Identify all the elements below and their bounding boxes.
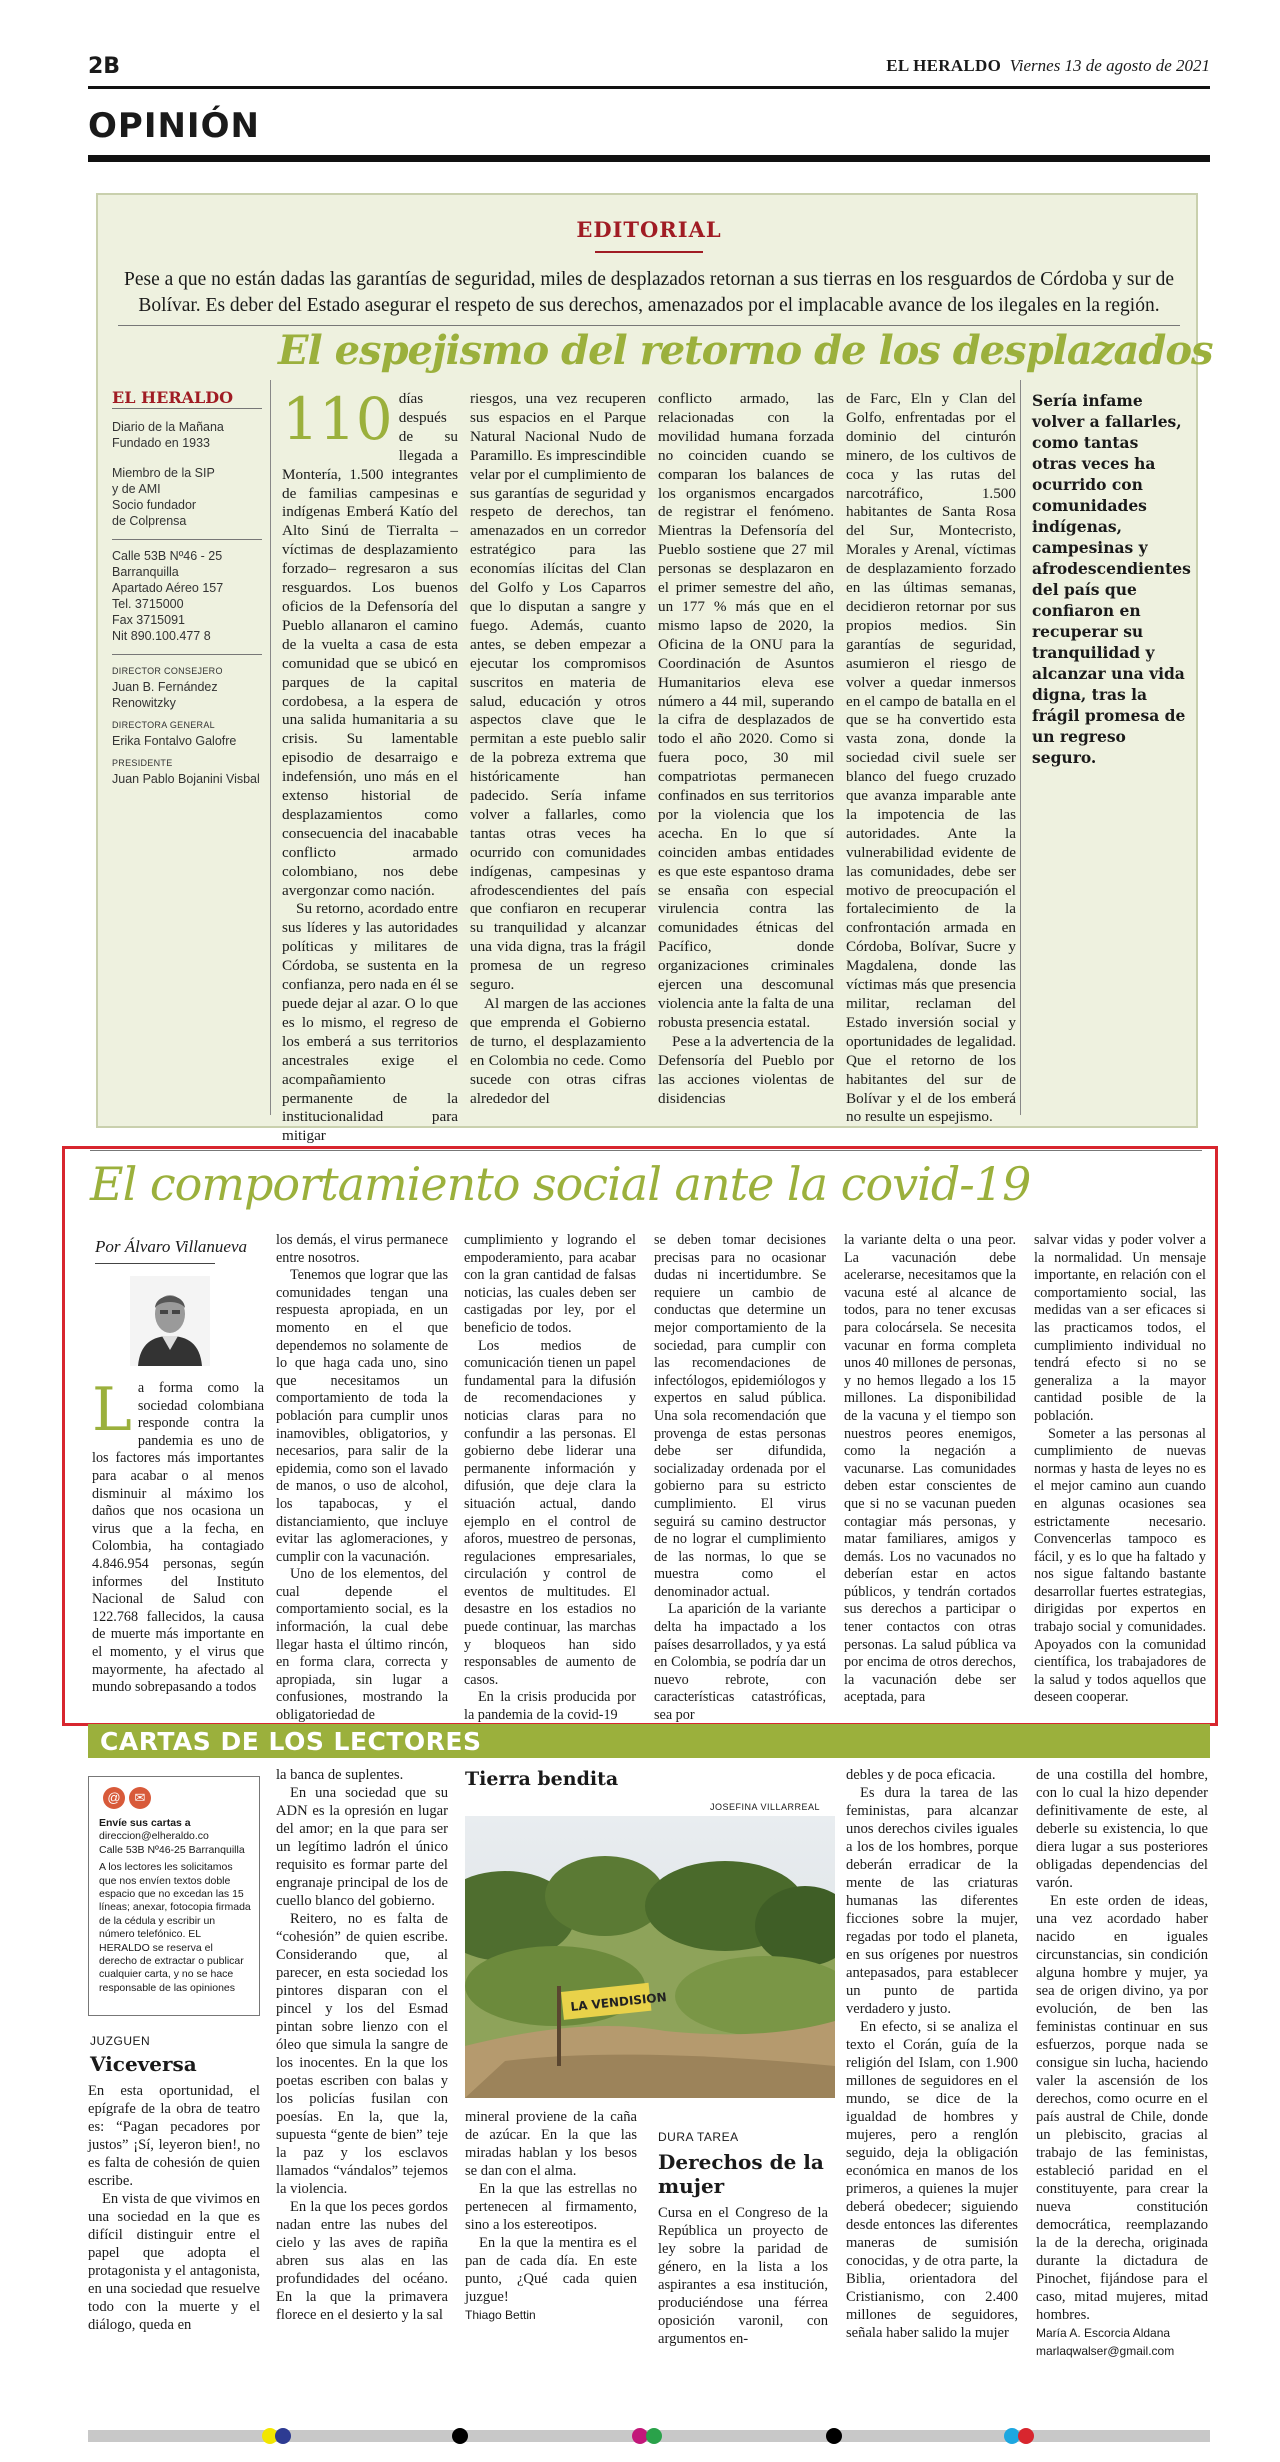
paragraph: Tenemos que lograr que las comunidades tengan una respuesta apropiada, en un momento en el que dependemos no solamente de lo que haga cada uno, sino que necesitamos un comportamiento de toda la población para cumplir unos inamovibles, obligatorios, y necesarios, para salir de la epidemia, como son el lavado de manos, o uso de alcohol, los tapabocas, y el distanciamiento, que incluye evitar las aglomeraciones, y cumplir con la vacunación.: [276, 1267, 448, 1565]
column-top-rule: [90, 1150, 1202, 1151]
paragraph: Cursa en el Congreso de la República un proyecto de ley sobre la paridad de género, en la lista a los aspirantes a esa institución, produciéndose una férrea oposición varonil, con argumentos en-: [658, 2205, 828, 2347]
column-author: Por Álvaro Villanueva: [95, 1237, 248, 1256]
editorial-column-3: [658, 390, 834, 1108]
letter1-column-2: [276, 1766, 448, 2324]
red-registration-dot: [1018, 2428, 1034, 2444]
presidente-label: PRESIDENTE: [112, 758, 173, 768]
photo-sign-text: LA VENDISION: [569, 1990, 668, 2015]
info-body: A los lectores les solicitamos que nos envíen textos doble espacio que no excedan las 15 líneas; anexar, fotocopia firmada de la cédula y escribir un número telefónico. EL HERALDO se reserva el derecho de extractar o publicar cualquier carta, y no se hace responsable de las opiniones: [99, 1861, 251, 1994]
presidente-name: Juan Pablo Bojanini Visbal: [112, 772, 260, 786]
column-drop-letter: L: [92, 1375, 132, 1445]
paragraph: a forma como la sociedad colombiana responde contra la pandemia es uno de los factores más importantes para acabar o al menos disminuir al máximo los daños que nos ocasiona un virus que a la fecha, en Colombia, ha contagiado 4.846.954 personas, según informes del Instituto Nacional de Salud con 122.768 fallecidos, la causa de muerte más importante en el momento, y el virus que mayormente, ha afectado al mundo sobrepasando a todos: [92, 1380, 264, 1696]
section-title: OPINIÓN: [88, 106, 260, 146]
section-rule: [88, 155, 1210, 162]
letter1-signature: Thiago Bettin: [465, 2308, 536, 2322]
brand-lines-2: [112, 465, 262, 529]
brand-lines-1: [112, 419, 262, 451]
text-line: Fax 3715091: [112, 613, 185, 627]
editorial-separator: [118, 325, 1180, 326]
letter2-email: marlaqwalser@gmail.com: [1036, 2344, 1175, 2358]
el-heraldo-logo: EL HERALDO: [112, 390, 262, 409]
black-registration-dot: [826, 2428, 842, 2444]
landscape-photo: [465, 1816, 835, 2098]
paragraph: En este orden de ideas, una vez acordado haber nacido en iguales circunstancias, sin condición alguna hombre y mujer, ya sea de origen divino, ya por evolución, de ben las feministas continuar en sus esfuerzos, porque nada se consigue sin lucha, haciendo valer la ascensión de los derechos, como ocurre en el país austral de Chile, donde un plebiscito, gracias al trabajo de las feministas, estableció paridad en el constituyente, para crear la nueva constitución democrática, reemplazando la de la derecha, originada durante la dictadura de Pinochet, fijándose para el caso, mitad mujeres, mitad hombres.: [1036, 1893, 1208, 2323]
paragraph: se deben tomar decisiones precisas para no ocasionar dudas ni incertidumbre. Se requiere un cambio de conductas que determine un mejor comportamiento de la sociedad, para cumplir con las recomendaciones de infectólogos, epidemiólogos y expertos en salud pública. Una sola recomendación que provenga de estas personas debe ser difundida, socializaday ordenada por el gobierno para su estricto cumplimiento. El virus seguirá su camino destructor de no lograr el cumplimiento de las normas, lo que se muestra como el denominador actual.: [654, 1232, 826, 1600]
text-line: Diario de la Mañana: [112, 420, 224, 434]
column-rule: [270, 380, 271, 1115]
text-line: Miembro de la SIP: [112, 466, 215, 480]
editorial-column-1: [282, 385, 458, 1146]
editorial-headline: El espejismo del retorno de los desplazados: [278, 327, 1213, 374]
director-label: DIRECTOR CONSEJERO: [112, 666, 223, 676]
masthead: [886, 56, 1210, 76]
paragraph: En la que los peces gordos nadan entre las nubes del cielo y las aves de rapiña abren sus alas en las profundidades del océano. En la que la primavera florece en el desierto y la sal: [276, 2199, 448, 2323]
top-rule: [88, 86, 1210, 89]
column-text-4: [654, 1232, 826, 1725]
director-name: Juan B. Fernández Renowitzky: [112, 680, 218, 710]
editorial-column-2: [470, 390, 646, 1108]
text-line: Socio fundador: [112, 498, 197, 512]
paragraph: Su retorno, acordado entre sus líderes y las autoridades políticas y militares de Córdoba, se sustenta en la confianza, pero nada en él se puede dejar al azar. O lo que es lo mismo, el regreso de los emberá a sus territorios ancestrales exige el acompañamiento permanente de la institucionalidad para mitigar: [282, 900, 458, 1145]
text-line: direccion@elheraldo.co: [99, 1830, 209, 1843]
paragraph: En efecto, si se analiza el texto el Corán, guía de la religión del Islam, con 1.900 millones de seguidores en el mundo, se dice de la igualdad de hombres y mujeres, pero a renglón seguido, deja la obligación económica en manos de los primeros, a quienes la mujer deberá obedecer; siguiendo desde entonces las diferentes maneras de sumisión conocidas, y de otra parte, la Biblia, orientadora del Cristianismo, con 2.400 millones de seguidores, señala haber salido la mujer: [846, 2019, 1018, 2341]
letter2-column-3: [1036, 1766, 1208, 2360]
paragraph: salvar vidas y poder volver a la normalidad. Un mensaje importante, en relación con el comportamiento social, las medidas van a ser eficaces si las practicamos todos, el cumplimiento individual no tendrá efecto si no se generaliza a la mayor cantidad posible de la población.: [1034, 1232, 1206, 1424]
letters-info-box: [88, 1776, 260, 2016]
paragraph: Los medios de comunicación tienen un papel fundamental para la difusión de recomendaciones y noticias claras para no confundir a las personas. El gobierno debe liderar una permanente información y difusión, que deje clara la situación actual, dando ejemplo en el control de aforos, muestreo de personas, regulaciones empresariales, circulación y control de eventos de multitudes. El desastre en los estadios no puede continuar, las marchas y bloqueos han sido responsables de aumento de casos.: [464, 1337, 636, 1688]
author-rule: [95, 1263, 215, 1264]
gerente-name: Erika Fontalvo Galofre: [112, 734, 237, 748]
paragraph: mineral proviene de la caña de azúcar. En la que las miradas hablan y los besos se dan con el alma.: [465, 2109, 637, 2179]
letter1-column-1: [88, 2082, 260, 2334]
blue-registration-dot: [275, 2428, 291, 2444]
letter2-kicker: DURA TAREA: [658, 2130, 739, 2144]
paragraph: la banca de suplentes.: [276, 1767, 404, 1783]
editorial-box: [96, 193, 1213, 1145]
paragraph: conflicto armado, las relacionadas con la movilidad humana forzada no coinciden cuando se comparan los balances de los organismos encargados de registrar el fenómeno. Mientras la Defensoría del Pueblo sostiene que 27 mil personas se desplazaron en el primer semestre del año, un 177 % más que en el mismo lapso de 2020, la Oficina de la ONU para la Coordinación de Asuntos Humanitarios eleva ese número a 44 mil, superando la cifra de desplazados de todo el año 2020. Como si fuera poco, 30 mil compatriotas permanecen confinados en sus territorios por la violencia que los acecha. En lo que sí coinciden ambas entidades es que este espantoso drama se ensaña con especial virulencia contra las comunidades étnicas del Pacífico, donde organizaciones criminales ejercen una descomunal violencia ante la falta de una robusta presencia estatal.: [658, 390, 834, 1031]
paragraph: de Farc, Eln y Clan del Golfo, enfrentadas por el dominio del cinturón minero, de los cultivos de coca y las rutas del narcotráfico, 1.500 habitantes de Santa Rosa del Sur, Montecristo, Morales y Arenal, víctimas de desplazamiento forzado en las últimas semanas, decidieron retornar por sus propios medios. Sin garantías de seguridad, asumieron el riesgo de volver a quedar inmersos en el campo de batalla en el que se ha convertido esta vasta zona, donde la sociedad civil suele ser blanco del fuego cruzado que avanza imparable ante la impotencia de las autoridades. Ante la vulnerabilidad evidente de las comunidades, debe ser motivo de preocupación el fortalecimiento de la confrontación armada en Córdoba, Bolívar, Sucre y Magdalena, donde las víctimas más que presencia militar, reclaman del Estado inversión social y oportunidades de legalidad. Que el retorno de los habitantes del sur de Bolívar y el de los emberá no resulte un espejismo.: [846, 390, 1016, 1126]
text-line: Barranquilla: [112, 565, 179, 579]
letter1-column-3-body: [465, 2108, 637, 2306]
photo-credit: JOSEFINA VILLARREAL: [710, 1802, 821, 1812]
paragraph: Someter a las personas al cumplimiento de nuevas normas y hasta de leyes no es el mejor camino aun cuando en algunas ocasiones sea estrictamente necesario. Convencerlas tampoco es fácil, y es lo que ha faltado y nos sigue faltando bastante desarrollar fuertes estrategias, dirigidas por expertos en trabajo social y comunidades. Apoyados con la comunidad científica, los trabajadores de la salud y todos aquellos que deseen cooperar.: [1034, 1425, 1206, 1706]
letters-section-title: CARTAS DE LOS LECTORES: [100, 1727, 482, 1756]
email-envelope-icon: ✉: [129, 1787, 151, 1809]
column-text-1: [92, 1375, 264, 1697]
paragraph: En la crisis producida por la pandemia de la covid-19: [464, 1689, 636, 1724]
column-text-3: [464, 1232, 636, 1725]
letter1-column-3: [465, 2108, 637, 2324]
newspaper-name: EL HERALDO: [886, 56, 1002, 75]
paragraph: cumplimiento y logrando el empoderamiento, para acabar con la gran cantidad de falsas noticias, las cuales deben ser castigadas por ley, por el beneficio de todos.: [464, 1232, 636, 1336]
letter1-title: Viceversa: [90, 2052, 197, 2076]
paragraph: riesgos, una vez recuperen sus espacios en el Parque Natural Nacional Nudo de Paramillo. Es imprescindible velar por el cumplimiento de sus garantías de seguridad y respeto de derechos, tan amenazados en un corredor estratégico para las economías ilícitas del Clan del Golfo y Los Caparros que lo disputan a sangre y fuego. Además, cuanto antes, se deben empezar a ejecutar los compromisos suscritos en materia de salud, educación y otros aspectos clave que le permitan a este pueblo salir de la pobreza extrema que históricamente han padecido. Sería infame volver a fallarles, como tantas otras veces ha ocurrido con comunidades indígenas, campesinas y afrodescendientes del país que confiaron en recuperar su tranquilidad y alcanzar una vida digna, tras la frágil promesa de un regreso seguro.: [470, 390, 646, 994]
column-text-6: [1034, 1232, 1206, 1707]
paragraph: En una sociedad que su ADN es la opresión en lugar del amor; en la que para ser un legítimo ladrón el único requisito es formar parte del engranaje principal de los de cuello blanco del gobierno.: [276, 1785, 448, 1909]
paragraph: los demás, el virus permanece entre nosotros.: [276, 1232, 448, 1266]
black-registration-dot: [452, 2428, 468, 2444]
text-line: de Colprensa: [112, 514, 187, 528]
letter2-column-2: [846, 1766, 1018, 2342]
gerente-label: DIRECTORA GENERAL: [112, 720, 215, 730]
paragraph: Pese a la advertencia de la Defensoría del Pueblo por las acciones violentas de disidencias: [658, 1032, 834, 1107]
paragraph: debles y de poca eficacia.: [846, 1767, 996, 1783]
photo-title: Tierra bendita: [465, 1768, 619, 1790]
editorial-pull-quote: Sería infame volver a fallarles, como tantas otras veces ha ocurrido con comunidades indígenas, campesinas y afrodescendientes del país que confiaron en recuperar su tranquilidad y alcanzar una vida digna, tras la frágil promesa de un regreso seguro.: [1032, 391, 1191, 767]
text-line: y de AMI: [112, 482, 161, 496]
column-text-2: [276, 1232, 448, 1725]
text-line: Calle 53B Nº46-25 Barranquilla: [99, 1843, 245, 1856]
editorial-text-1: [282, 385, 458, 1146]
paragraph: Es dura la tarea de las feministas, para alcanzar unos derechos civiles iguales a los de los hombres, porque deberán erradicar de la mente de las criaturas humanas las diferentes ficciones sobre la mujer, regadas por todo el planeta, en sus orígenes por nuestros antepasados, para establecer un punto de partida verdadero y justo.: [846, 1785, 1018, 2017]
paragraph: Reitero, no es falta de “cohesión” de quien escribe. Considerando que, al parecer, en esta sociedad los pintores disparan con el pincel y los del Esmad pintan sobre lienzo con el óleo que simula la sangre de los inocentes. En la que los poetas escriben con balas y los policías fusilan con poesías. En la, que la, supuesta “gente de bien” teje la paz y los esclavos llamados “vándalos” tejemos la violencia.: [276, 1911, 448, 2197]
column-headline: El comportamiento social ante la covid-19: [90, 1157, 1031, 1211]
masthead-box: [112, 390, 262, 787]
letter2-column-1: [658, 2204, 828, 2348]
paragraph: días después de su llegada a Montería, 1.500 integrantes de familias campesinas e indígenas Emberá Katío del Alto Sinú de Tierralta –víctimas de desplazamiento forzado– regresaron a sus resguardos. Los buenos oficios de la Defensoría del Pueblo allanaron el camino de la vuelta a casa de esta comunidad que se ubicó en parques de la capital cordobesa, a la espera de una salida humanitaria a su crisis. Su lamentable episodio de desarraigo e indefensión, uno más en el extenso historial de desplazamientos como consecuencia del inacabable conflicto armado colombiano, nos debe avergonzar como nación.: [282, 390, 458, 899]
text-line: Calle 53B Nº46 - 25: [112, 549, 223, 563]
column-text-5: [844, 1232, 1016, 1707]
editorial-drop-number: 110: [282, 385, 393, 453]
info-lines: [99, 1830, 251, 1857]
letter2-title: Derechos de la mujer: [658, 2150, 824, 2198]
editorial-label: EDITORIAL: [576, 217, 722, 242]
letter2-column-3-body: [1036, 1766, 1208, 2324]
text-line: Fundado en 1933: [112, 436, 211, 450]
text-line: Apartado Aéreo 157: [112, 581, 224, 595]
column-rule: [1020, 380, 1021, 1115]
text-line: Nit 890.100.477 8: [112, 629, 211, 643]
editorial-label-rule: [595, 251, 703, 253]
page-number: 2B: [88, 54, 121, 79]
editorial-column-4: [846, 390, 1016, 1127]
paragraph: La aparición de la variante delta ha impactado a los países desarrollados, y ya está en Colombia, se podría dar un nuevo rebrote, con características catastróficas, sea por: [654, 1601, 826, 1724]
email-at-icon: @: [103, 1787, 125, 1809]
paragraph: la variante delta o una peor. La vacunación debe acelerarse, necesitamos que la vacuna esté al alcance de todos, para no tener excusas para colocársela. Se necesita vacunar en forma completa unos 40 millones de personas, y no hemos llegado a los 15 millones. La disponibilidad de la vacuna y el tiempo son nuestros peores enemigos, como la negación a vacunarse. Las comunidades deben estar conscientes de que si no se vacunan pueden contagiar más personas, y matar familiares, amigos y demás. Los no vacunados no deberían estar en actos públicos, y tendrán cortados sus derechos a participar o tener contactos con otras personas. La salud pública va por encima de otros derechos, la vacunación debe ser aceptada, para: [844, 1232, 1016, 1706]
paragraph: Uno de los elementos, del cual depende el comportamiento social, es la información, la cual debe llegar hasta el último rincón, en forma clara, correcta y apropiada, sin lugar a confusiones, mostrando la obligatoriedad de: [276, 1566, 448, 1724]
paragraph: En vista de que vivimos en una sociedad en la que es difícil distinguir entre el papel que adopta el protagonista y el antagonista, en una sociedad que resuelve todo con la muerte y el diálogo, queda en: [88, 2191, 260, 2333]
issue-date: Viernes 13 de agosto de 2021: [1009, 56, 1210, 75]
paragraph: Al margen de las acciones que emprenda el Gobierno de turno, el desplazamiento en Colombia no cede. Como sucede con otras cifras alrededor del: [470, 995, 646, 1107]
paragraph: de una costilla del hombre, con lo cual la hizo depender definitivamente de este, al deberle su existencia, lo que diera lugar a sus posteriores obligadas dependencias del varón.: [1036, 1767, 1208, 1891]
letter1-kicker: JUZGUEN: [90, 2034, 151, 2048]
author-photo: [130, 1276, 210, 1366]
editorial-lead: Pese a que no están dadas las garantías de seguridad, miles de desplazados retornan a sus tierras en los resguardos de Córdoba y sur de Bolívar. Es deber del Estado asegurar el respeto de sus derechos, amenazados por el implacable avance de los ilegales en la región.: [124, 269, 1174, 316]
paragraph: En la que la mentira es el pan de cada día. En este punto, ¿Qué cada quien juzgue!: [465, 2235, 637, 2305]
text-line: Tel. 3715000: [112, 597, 184, 611]
letter2-signature: María A. Escorcia Aldana: [1036, 2326, 1171, 2340]
paragraph: En la que las estrellas no pertenecen al firmamento, sino a los estereotipos.: [465, 2181, 637, 2233]
brand-address: [112, 548, 262, 644]
paragraph: En esta oportunidad, el epígrafe de la obra de teatro es: “Pagan pecadores por justos” ¡Sí, leyeron bien!, no es falta de cohesión de quien escribe.: [88, 2083, 260, 2189]
info-title: Envíe sus cartas a: [99, 1817, 191, 1829]
green-registration-dot: [646, 2428, 662, 2444]
